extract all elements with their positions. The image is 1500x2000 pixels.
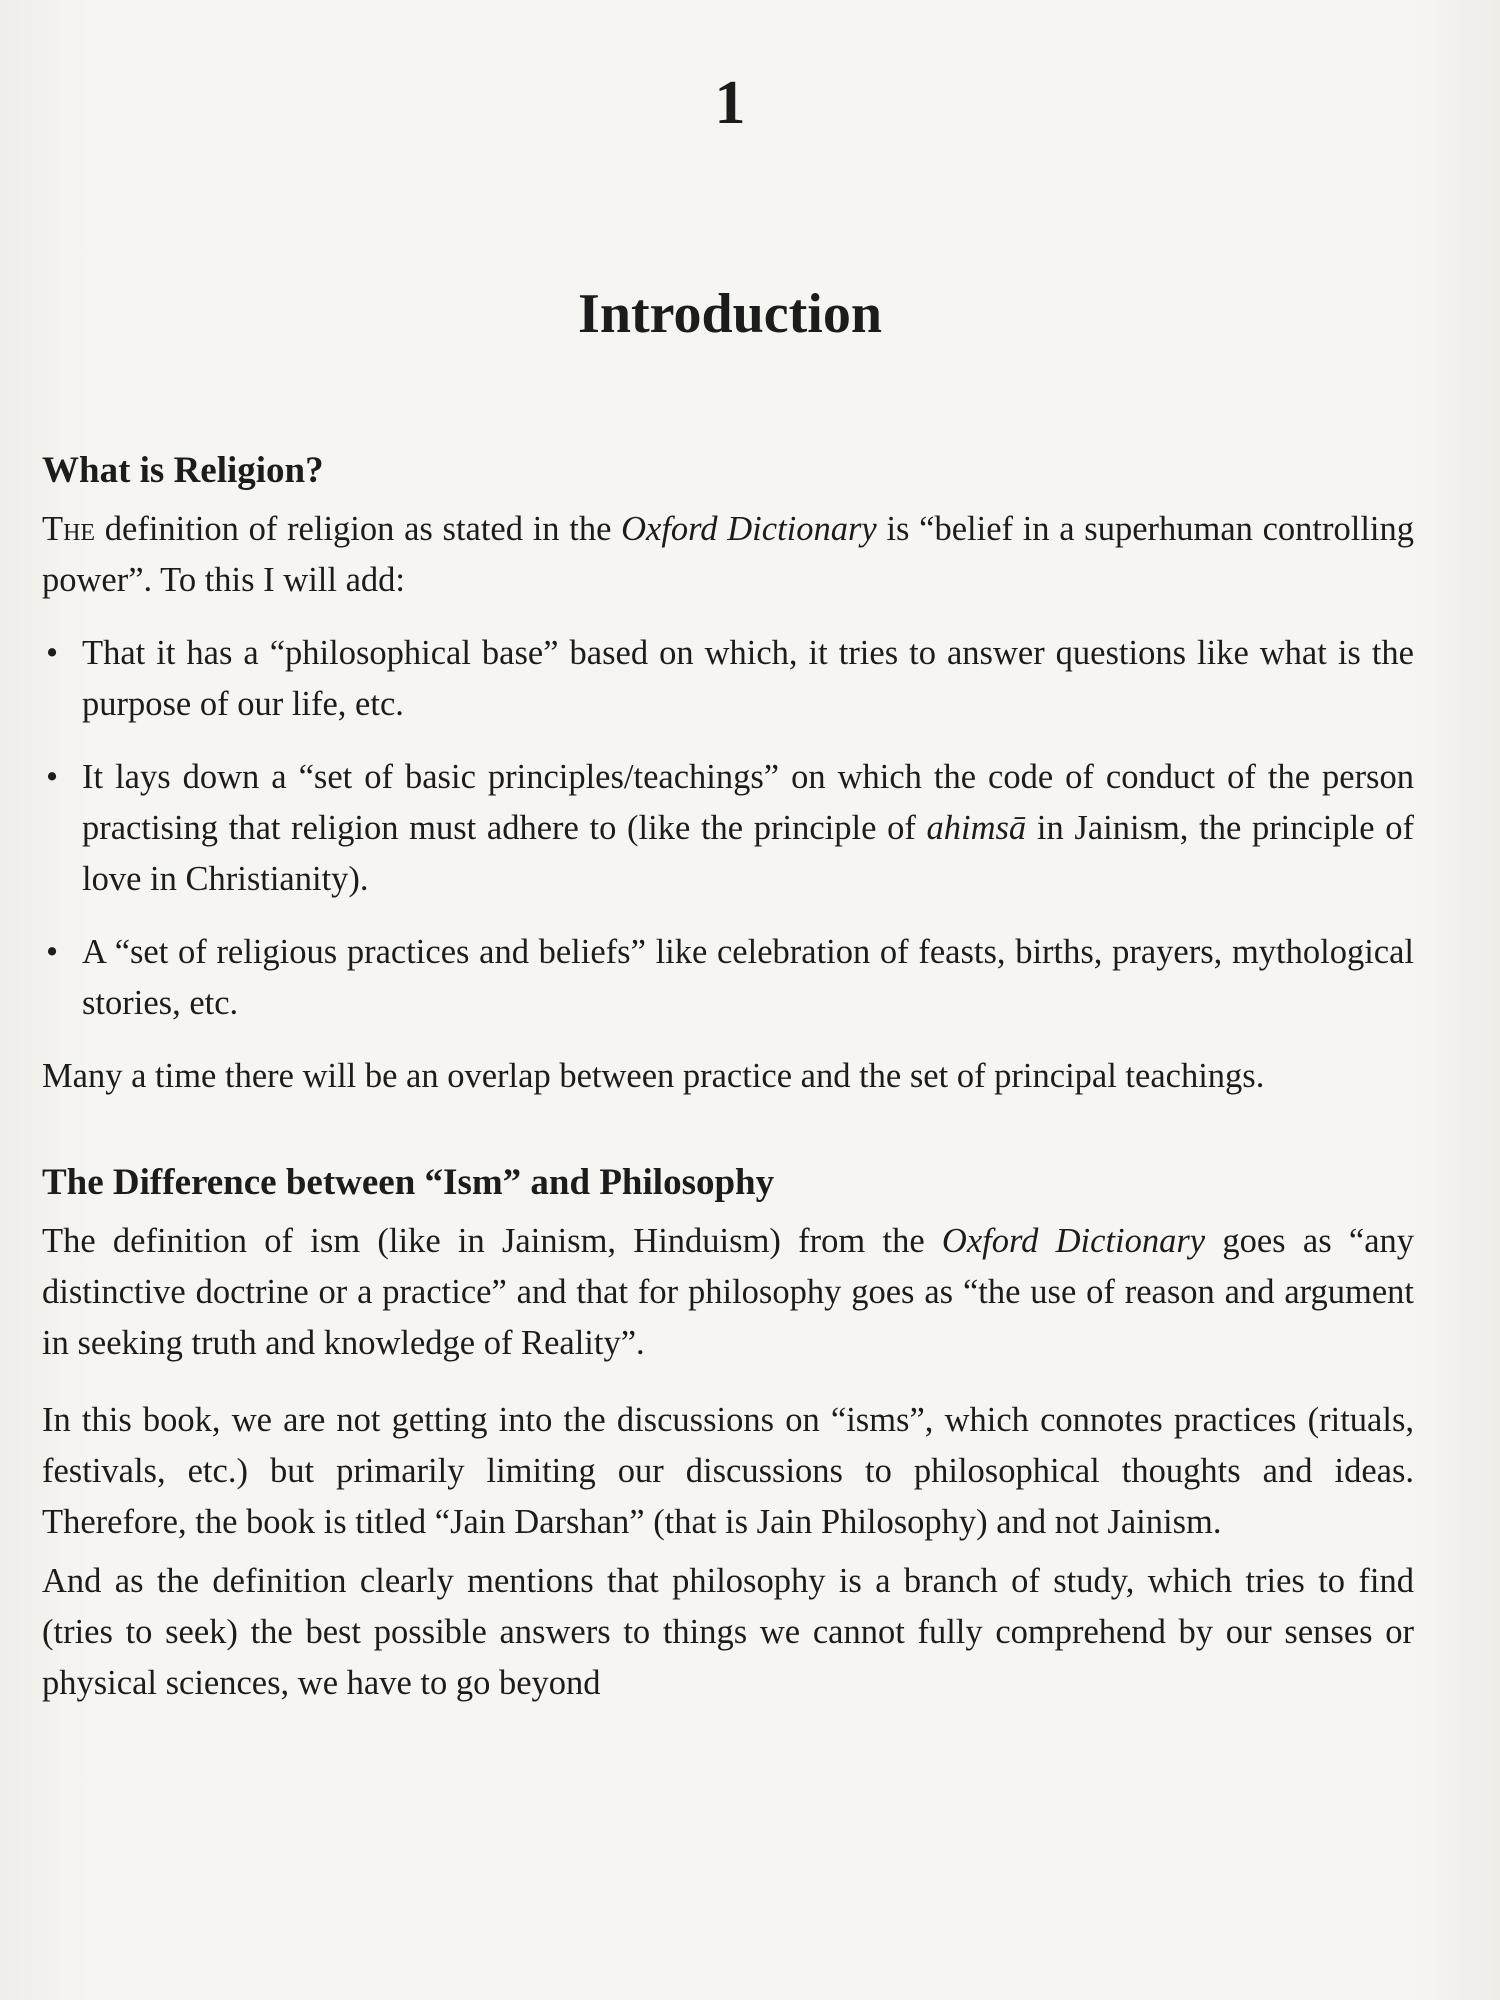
list-item-text: That it has a “philosophical base” based on which, it tries to answer questions like what is the purpose of our life, etc.: [82, 634, 1414, 723]
chapter-number: 1: [714, 69, 746, 137]
drop-lead: The: [42, 510, 96, 548]
list-item-text: It lays down a “set of basic principles/teachings” on which the code of conduct of the person practising that religion must adhere to (like the principle of: [82, 758, 1414, 847]
list-item-text: A “set of religious practices and beliefs” like celebration of feasts, births, prayers, mythological stories, etc.: [82, 933, 1414, 1022]
list-item: [42, 752, 1414, 905]
bullet-icon: •: [46, 758, 59, 796]
text-run: is “belief in a superhuman controlling power”. To this I will add:: [42, 510, 1414, 599]
paragraph-overlap: Many a time there will be an overlap between practice and the set of principal teachings.: [42, 1057, 1265, 1095]
paragraph-ism-definition: [42, 1216, 1414, 1369]
list-item-text: in Jainism, the principle of love in Christianity).: [82, 809, 1414, 898]
chapter-title: Introduction: [578, 283, 882, 345]
section-heading-ism-philosophy: The Difference between “Ism” and Philosophy: [42, 1162, 775, 1203]
paragraph-religion-definition: [42, 504, 1414, 606]
page-body: [42, 446, 1414, 1709]
italic-run: Oxford Dictionary: [621, 510, 877, 548]
italic-run: Oxford Dictionary: [941, 1222, 1206, 1260]
text-run: definition of religion as stated in the: [95, 510, 622, 548]
list-item: [42, 628, 1414, 730]
bullet-icon: •: [46, 933, 59, 971]
paragraph-philosophy-branch: And as the definition clearly mentions that philosophy is a branch of study, which tries to find (tries to seek) the best possible answers to things we cannot fully comprehend by our senses or physical sciences, we have to go beyond: [42, 1562, 1414, 1702]
text-run: goes as “any distinctive doctrine or a practice” and that for philosophy goes as “the use of reason and argument in seeking truth and knowledge of Reality”.: [42, 1222, 1415, 1362]
list-item: [42, 927, 1414, 1029]
religion-criteria-list: [42, 628, 1414, 1029]
bullet-icon: •: [46, 634, 59, 672]
paragraph-book-scope: In this book, we are not getting into the discussions on “isms”, which connotes practices (rituals, festivals, etc.) but primarily limiting our discussions to philosophical thoughts and ideas. Therefore, the book is titled “Jain Darshan” (that is Jain Philosophy) and not Jainism.: [42, 1401, 1414, 1541]
section-heading-religion: What is Religion?: [42, 450, 324, 491]
italic-run: ahimsā: [926, 809, 1027, 847]
text-run: The definition of ism (like in Jainism, Hinduism) from the: [42, 1222, 942, 1260]
